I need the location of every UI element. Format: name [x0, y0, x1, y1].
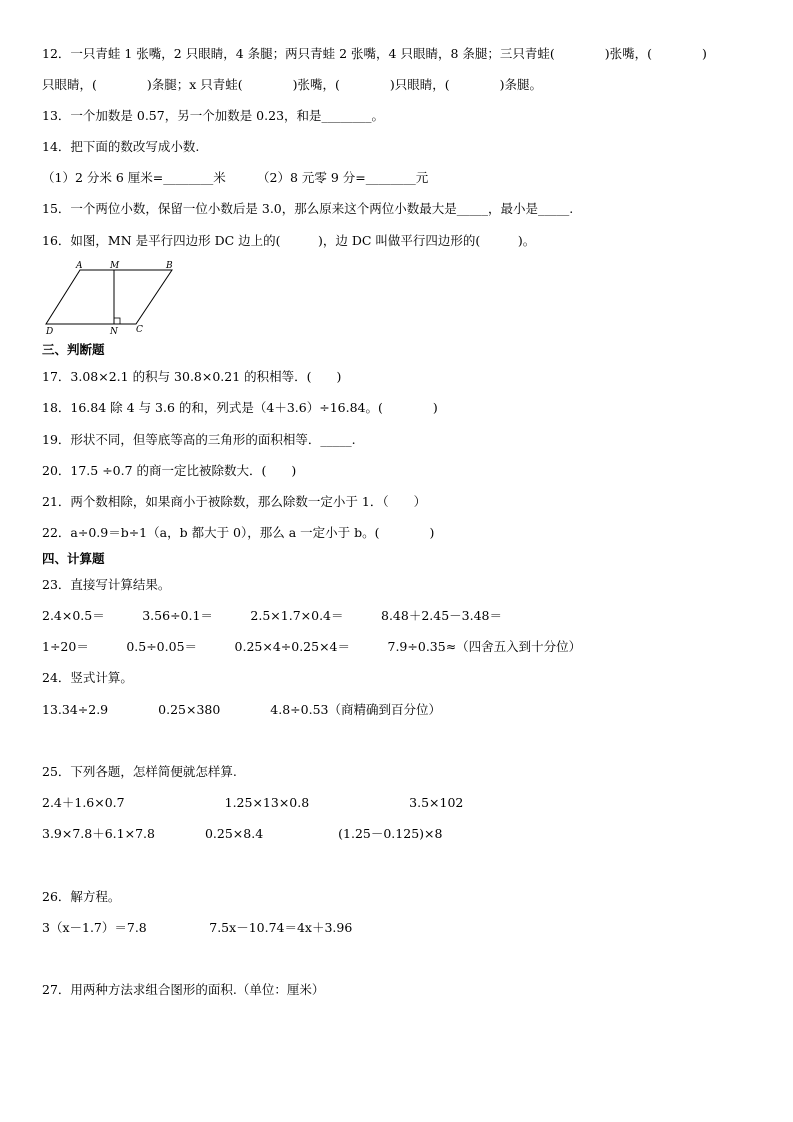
question-20: 20．17.5 ÷0.7 的商一定比被除数大．( ) [42, 463, 297, 478]
question-26-row: 3（x－1.7）＝7.8 7.5x－10.74＝4x＋3.96 [42, 920, 353, 935]
question-12-line-1: 12．一只青蛙 1 张嘴，2 只眼睛，4 条腿；两只青蛙 2 张嘴，4 只眼睛，8 条腿；三只青蛙( )张嘴，( ) [42, 46, 707, 61]
question-25-row-2: 3.9×7.8＋6.1×7.8 0.25×8.4 (1.25－0.125)×8 [42, 826, 443, 841]
question-17: 17．3.08×2.1 的积与 30.8×0.21 的积相等．( ) [42, 369, 342, 384]
question-22: 22．a÷0.9＝b÷1（a，b 都大于 0），那么 a 一定小于 b。( ) [42, 525, 435, 540]
question-14: 14．把下面的数改写成小数. [42, 139, 200, 154]
label-m: M [110, 261, 120, 271]
question-13: 13．一个加数是 0.57，另一个加数是 0.23，和是________。 [42, 108, 385, 123]
parallelogram-shape [46, 270, 172, 324]
question-19: 19．形状不同，但等底等高的三角形的面积相等．_____. [42, 432, 356, 447]
question-23-row-1: 2.4×0.5＝ 3.56÷0.1＝ 2.5×1.7×0.4＝ 8.48＋2.45－3.48＝ [42, 608, 502, 623]
question-12-line-2: 只眼睛，( )条腿；x 只青蛙( )张嘴，( )只眼睛，( )条腿。 [42, 77, 543, 92]
question-24: 24．竖式计算。 [42, 670, 133, 685]
parallelogram-figure [44, 258, 184, 336]
question-26: 26．解方程。 [42, 889, 121, 904]
question-23: 23．直接写计算结果。 [42, 577, 171, 592]
label-b: B [166, 261, 173, 271]
label-d: D [46, 327, 54, 336]
label-c: C [136, 325, 143, 335]
question-18: 18．16.84 除 4 与 3.6 的和，列式是（4＋3.6）÷16.84。( ) [42, 400, 438, 415]
question-16: 16．如图，MN 是平行四边形 DC 边上的( )，边 DC 叫做平行四边形的( )。 [42, 233, 536, 248]
question-23-row-2: 1÷20＝ 0.5÷0.05＝ 0.25×4÷0.25×4＝ 7.9÷0.35≈（四舍五入到十分位） [42, 639, 582, 654]
question-21: 21．两个数相除，如果商小于被除数，那么除数一定小于 1．（ ） [42, 494, 427, 509]
question-14-parts: （1）2 分米 6 厘米=________米 （2）8 元零 9 分=________元 [42, 170, 429, 185]
question-15: 15．一个两位小数，保留一位小数后是 3.0，那么原来这个两位小数最大是_____，最小是_____. [42, 201, 574, 216]
question-24-row: 13.34÷2.9 0.25×380 4.8÷0.53（商精确到百分位） [42, 702, 441, 717]
section-calc-heading: 四、计算题 [42, 551, 105, 566]
question-25-row-1: 2.4＋1.6×0.7 1.25×13×0.8 3.5×102 [42, 795, 464, 810]
right-angle-mark [114, 318, 120, 324]
question-25: 25．下列各题，怎样简便就怎样算. [42, 764, 237, 779]
section-judge-heading: 三、判断题 [42, 342, 105, 357]
label-a: A [76, 261, 83, 271]
question-27: 27．用两种方法求组合图形的面积.（单位：厘米） [42, 982, 325, 997]
label-n: N [110, 327, 118, 336]
